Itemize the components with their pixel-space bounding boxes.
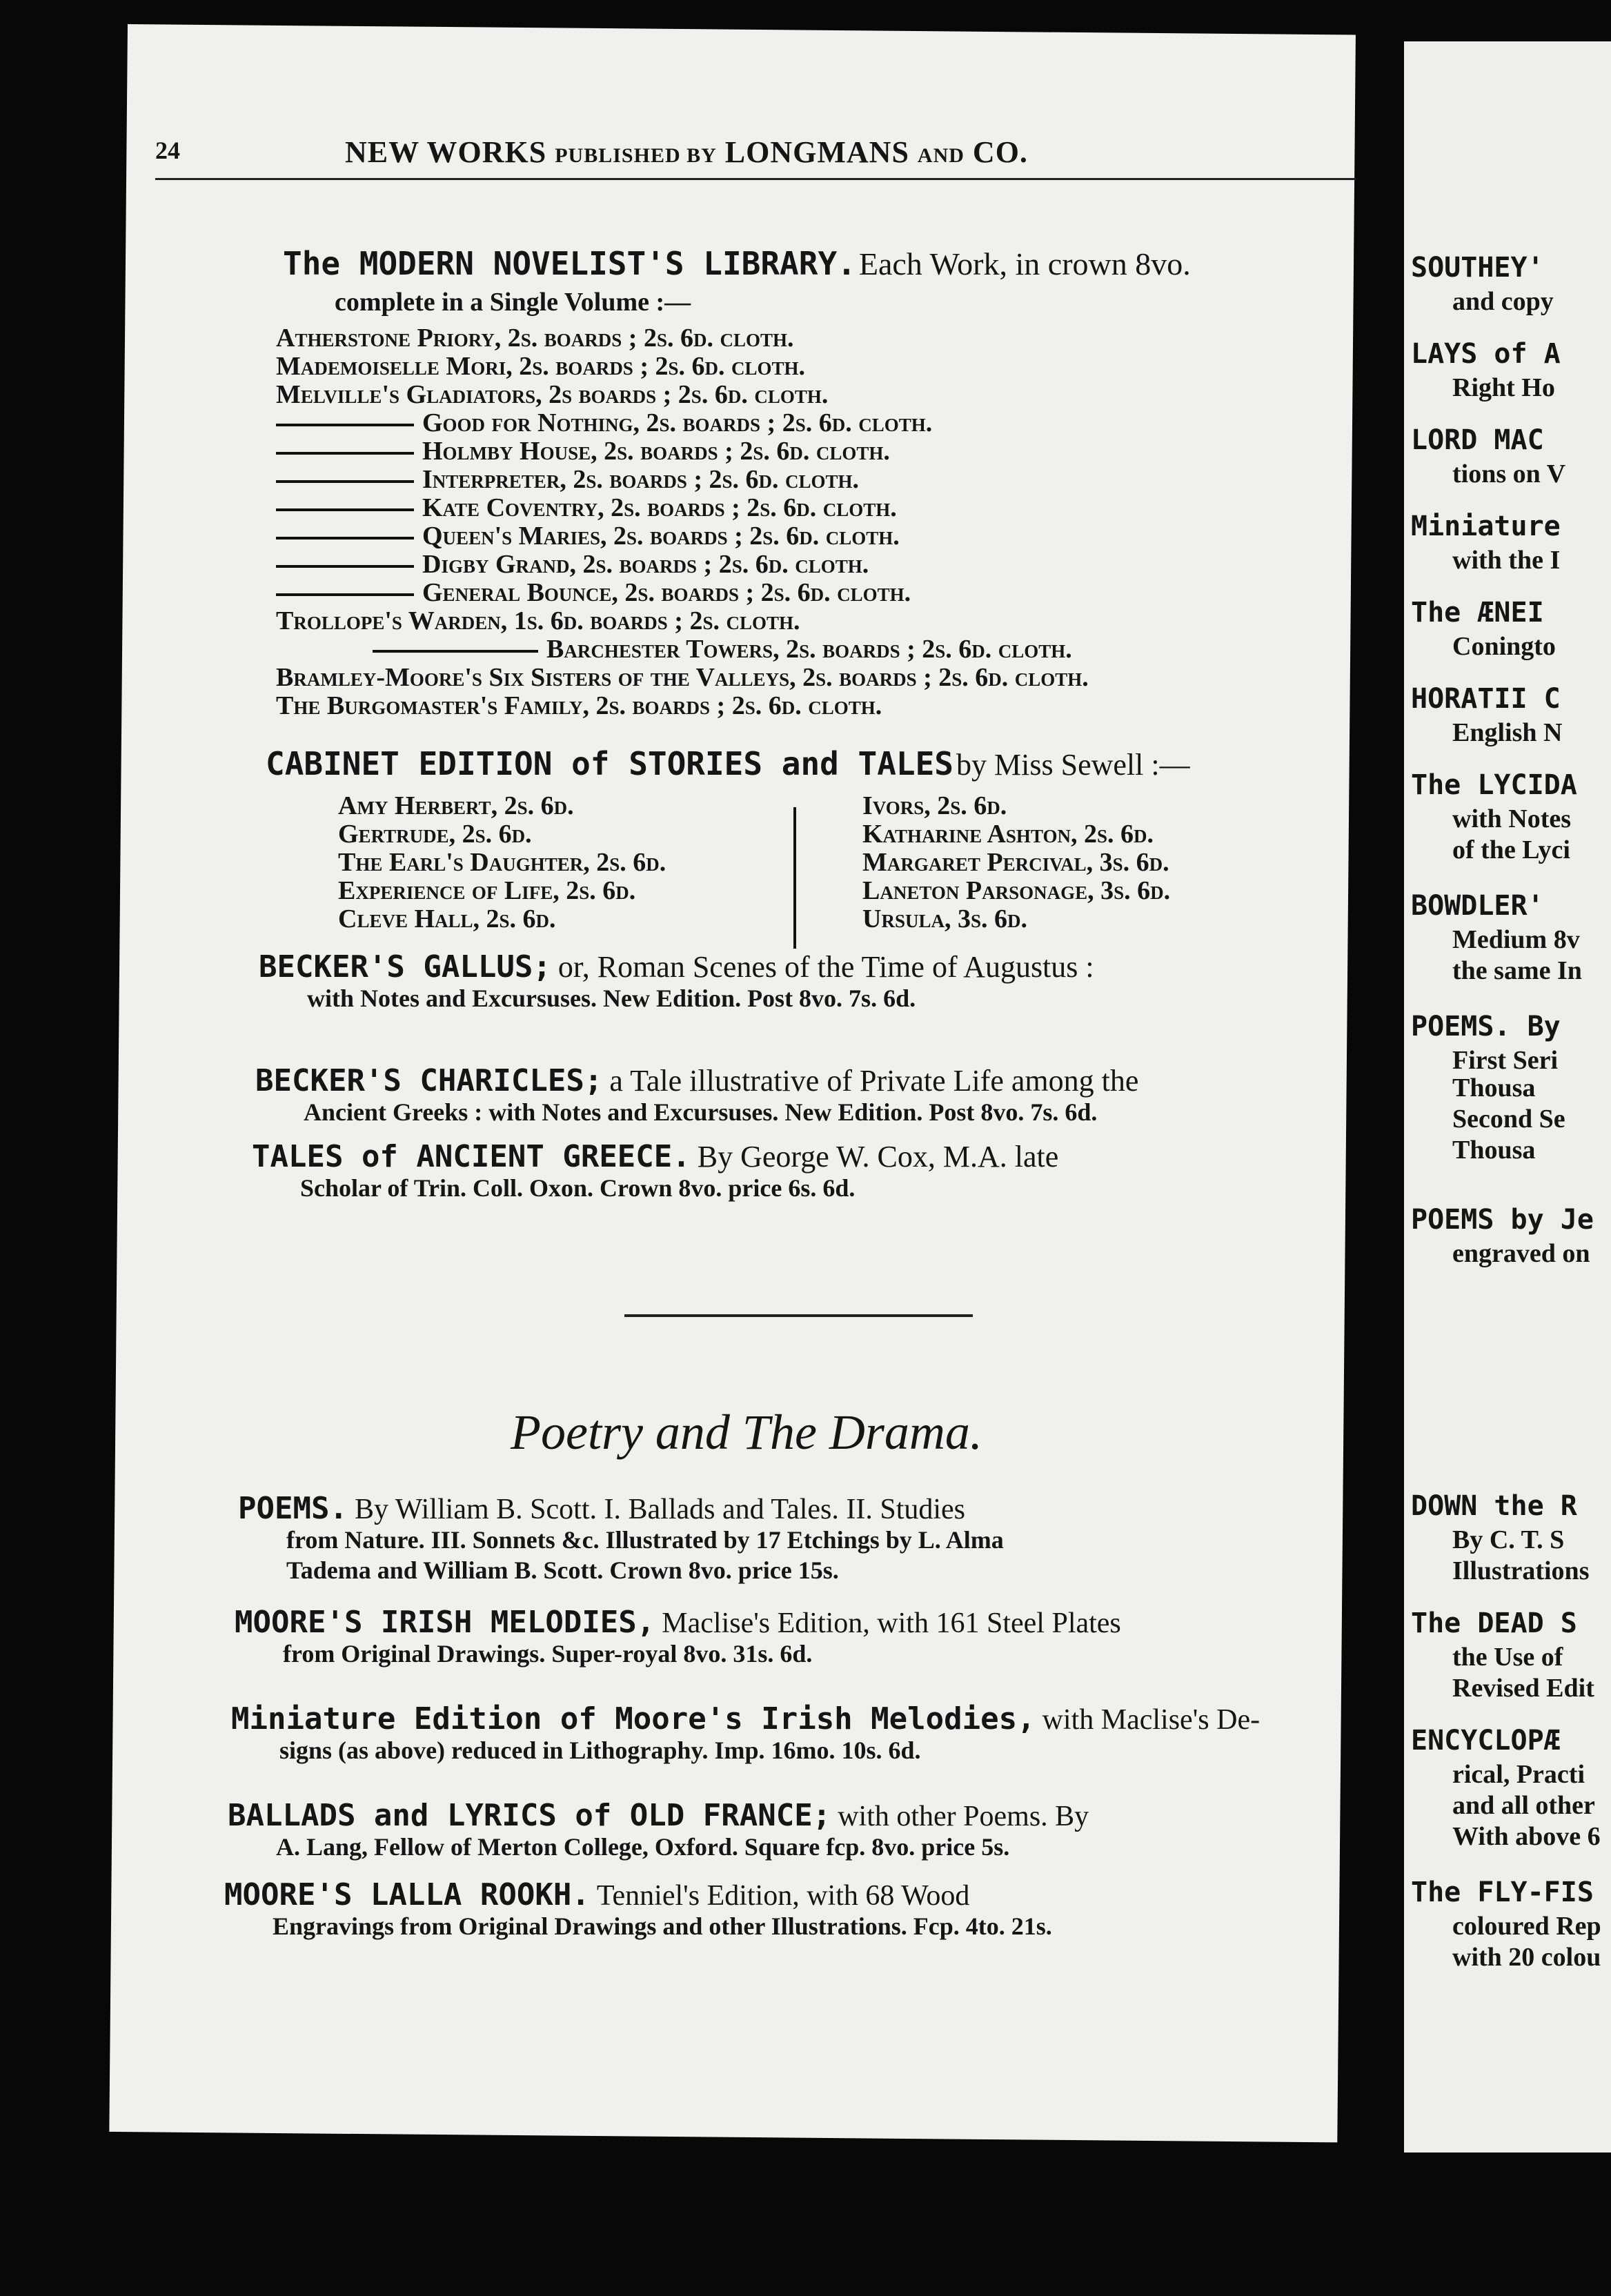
ditto-dash [276, 565, 414, 568]
right-page-line: engraved on [1452, 1239, 1590, 1268]
right-page-line: coloured Rep [1452, 1912, 1601, 1941]
right-page-line: By C. T. S [1452, 1525, 1565, 1554]
right-page-line: Miniature [1411, 511, 1561, 542]
novelist-item [276, 551, 869, 579]
right-page-line: LORD MAC [1411, 424, 1544, 456]
entry-title: MOORE'S LALLA ROOKH. [224, 1877, 590, 1912]
entry-text: a Tale illustrative of Private Life among the [609, 1064, 1139, 1098]
right-page-line: BOWDLER' [1411, 890, 1544, 922]
ditto-dash [276, 537, 414, 540]
novelist-item [276, 437, 890, 466]
novelist-item-text: Trollope's Warden, 1s. 6d. boards ; 2s. cloth. [276, 606, 800, 635]
novelist-item [276, 324, 794, 353]
poetry-entry [228, 1798, 1290, 1862]
cabinet-item: Amy Herbert, 2s. 6d. [338, 791, 574, 820]
novelist-item [276, 522, 900, 551]
novelist-item-text: Melville's Gladiators, 2s boards ; 2s. 6d. cloth. [276, 380, 829, 409]
cabinet-item: Experience of Life, 2s. 6d. [338, 876, 636, 905]
ditto-dash [276, 480, 414, 483]
entry-title: BECKER'S CHARICLES; [255, 1063, 603, 1098]
entry-text: Tadema and William B. Scott. Crown 8vo. price 15s. [286, 1556, 839, 1584]
right-page-line: HORATII C [1411, 683, 1561, 715]
right-page-line: Medium 8v [1452, 925, 1580, 954]
entry-text: By William B. Scott. I. Ballads and Tales. II. Studies [354, 1494, 966, 1525]
section-title: Poetry and The Drama. [511, 1405, 982, 1460]
section-rule [624, 1314, 973, 1317]
right-page-line: LAYS of A [1411, 338, 1561, 370]
right-page-line: Illustrations [1452, 1556, 1590, 1585]
entry-text: with Maclise's De- [1042, 1704, 1261, 1736]
ditto-dash [276, 593, 414, 596]
running-header [155, 128, 1356, 169]
right-page-line: The LYCIDA [1411, 769, 1577, 801]
entry-line [231, 1701, 1294, 1736]
entry-title: BALLADS and LYRICS of OLD FRANCE; [228, 1798, 831, 1833]
header-title: NEW WORKS PUBLISHED BY LONGMANS AND CO. [345, 135, 1028, 169]
right-page-line: Revised Edit [1452, 1674, 1594, 1703]
cabinet-item: Gertrude, 2s. 6d. [338, 820, 532, 849]
novelist-item [276, 494, 897, 522]
page-number: 24 [155, 137, 180, 164]
novelist-item-text: Barchester Towers, 2s. boards ; 2s. 6d. cloth. [546, 635, 1072, 664]
novelist-item-text: Atherstone Priory, 2s. boards ; 2s. 6d. cloth. [276, 324, 794, 353]
column-divider [793, 807, 796, 949]
right-page-line: and all other [1452, 1791, 1595, 1820]
cabinet-item: Cleve Hall, 2s. 6d. [338, 904, 556, 933]
entry-line [224, 1877, 1287, 1912]
novelist-item [276, 607, 800, 635]
entry-title: POEMS. [238, 1491, 348, 1526]
entry-line [228, 1798, 1290, 1833]
entry-text: Scholar of Trin. Coll. Oxon. Crown 8vo. price 6s. 6d. [300, 1174, 856, 1202]
entry-text: Engravings from Original Drawings and other Illustrations. Fcp. 4to. 21s. [273, 1912, 1052, 1940]
poetry-entry [235, 1607, 1297, 1669]
novelist-item [276, 579, 911, 607]
novelist-item [276, 353, 805, 381]
right-page-line: POEMS. By [1411, 1011, 1561, 1042]
entry-title: MOORE'S IRISH MELODIES, [235, 1605, 655, 1640]
right-page-line: The FLY-FIS [1411, 1877, 1594, 1908]
right-page-line: First Seri [1452, 1046, 1559, 1075]
entry-text: or, Roman Scenes of the Time of Augustus : [557, 950, 1094, 984]
novelist-item-text: The Burgomaster's Family, 2s. boards ; 2s. 6d. cloth. [276, 691, 882, 720]
entry-line [238, 1491, 1301, 1526]
novelist-item-text: Digby Grand, 2s. boards ; 2s. 6d. cloth. [422, 550, 869, 579]
right-page-line: The ÆNEI [1411, 597, 1544, 629]
entry-text: Maclise's Edition, with 161 Steel Plates [662, 1607, 1121, 1639]
right-page-line: Thousa [1452, 1073, 1536, 1102]
novelist-item-text: Good for Nothing, 2s. boards ; 2s. 6d. cloth. [422, 408, 933, 437]
cabinet-item: Ivors, 2s. 6d. [862, 791, 1007, 820]
novelist-item-text: Mademoiselle Mori, 2s. boards ; 2s. 6d. cloth. [276, 352, 806, 381]
novelist-item [276, 466, 859, 494]
novelist-item [276, 635, 1072, 664]
book-entry [255, 1063, 1318, 1127]
novelist-item [276, 409, 932, 437]
right-page-line: of the Lyci [1452, 835, 1570, 864]
cabinet-heading: CABINET EDITION of STORIES and TALES by Miss Sewell :— [266, 745, 1190, 782]
right-page-line: English N [1452, 718, 1563, 747]
ditto-dash [276, 508, 414, 511]
novelist-item [276, 664, 1089, 692]
right-page-line: SOUTHEY' [1411, 252, 1544, 284]
entry-line [259, 949, 1321, 984]
right-page-line: Coningto [1452, 632, 1556, 661]
entry-text: from Original Drawings. Super-royal 8vo. 31s. 6d. [283, 1640, 813, 1667]
right-page-line: POEMS by Je [1411, 1204, 1594, 1236]
ditto-dash [276, 452, 414, 455]
entry-title: TALES of ANCIENT GREECE. [252, 1139, 691, 1174]
novelist-item-text: Interpreter, 2s. boards ; 2s. 6d. cloth. [422, 465, 860, 494]
cabinet-item: The Earl's Daughter, 2s. 6d. [338, 848, 666, 877]
right-page-line: DOWN the R [1411, 1490, 1577, 1522]
novelist-subtitle: complete in a Single Volume :— [335, 288, 691, 317]
entry-title: BECKER'S GALLUS; [259, 949, 551, 984]
header-rule [155, 178, 1356, 180]
novelist-item-text: Queen's Maries, 2s. boards ; 2s. 6d. cloth. [422, 522, 900, 551]
entry-text: Tenniel's Edition, with 68 Wood [596, 1880, 970, 1912]
entry-line [235, 1607, 1297, 1639]
right-page-line: tions on V [1452, 459, 1566, 488]
right-page-line: Right Ho [1452, 373, 1555, 402]
ditto-dash [373, 650, 538, 653]
right-page-line: with the I [1452, 546, 1561, 575]
cabinet-item: Margaret Percival, 3s. 6d. [862, 848, 1169, 877]
poetry-entry [231, 1701, 1294, 1765]
novelist-item [276, 692, 882, 720]
novelist-item-text: Holmby House, 2s. boards ; 2s. 6d. cloth. [422, 437, 890, 466]
right-page-line: and copy [1452, 287, 1554, 316]
right-page-line: the Use of [1452, 1643, 1563, 1672]
novelist-heading: The MODERN NOVELIST'S LIBRARY. Each Work, in crown 8vo. [283, 245, 1191, 282]
right-page-line: With above 6 [1452, 1822, 1601, 1851]
right-page-line: Thousa [1452, 1136, 1536, 1165]
cabinet-item: Katharine Ashton, 2s. 6d. [862, 820, 1154, 849]
novelist-item [276, 381, 828, 409]
book-entry [252, 1139, 1314, 1203]
novelist-item-text: Bramley-Moore's Six Sisters of the Valleys, 2s. boards ; 2s. 6d. cloth. [276, 663, 1089, 692]
entry-title: Miniature Edition of Moore's Irish Melodies, [231, 1701, 1036, 1736]
entry-line [252, 1139, 1314, 1174]
entry-text: A. Lang, Fellow of Merton College, Oxford. Square fcp. 8vo. price 5s. [276, 1833, 1010, 1861]
book-entry [259, 949, 1321, 1013]
right-page-line: The DEAD S [1411, 1607, 1577, 1639]
novelist-item-text: General Bounce, 2s. boards ; 2s. 6d. cloth. [422, 578, 911, 607]
right-page-line: the same In [1452, 956, 1582, 985]
entry-text: with other Poems. By [838, 1801, 1089, 1832]
right-page-line: ENCYCLOPÆ [1411, 1725, 1561, 1756]
entry-text: signs (as above) reduced in Lithography. Imp. 16mo. 10s. 6d. [279, 1736, 921, 1764]
right-page-fragment [1404, 41, 1611, 2152]
novelist-item-text: Kate Coventry, 2s. boards ; 2s. 6d. cloth. [422, 493, 897, 522]
right-page-line: with Notes [1452, 804, 1572, 833]
poetry-entry [238, 1491, 1301, 1585]
ditto-dash [276, 424, 414, 426]
right-page-line: rical, Practi [1452, 1760, 1585, 1789]
cabinet-item: Laneton Parsonage, 3s. 6d. [862, 876, 1171, 905]
right-page-line: with 20 colou [1452, 1943, 1601, 1972]
right-page-line: Second Se [1452, 1105, 1565, 1134]
cabinet-item: Ursula, 3s. 6d. [862, 904, 1027, 933]
entry-text: By George W. Cox, M.A. late [697, 1140, 1059, 1174]
entry-text: from Nature. III. Sonnets &c. Illustrated by 17 Etchings by L. Alma [286, 1526, 1004, 1554]
entry-text: Ancient Greeks : with Notes and Excursuses. New Edition. Post 8vo. 7s. 6d. [304, 1098, 1098, 1126]
entry-line [255, 1063, 1318, 1098]
entry-text: with Notes and Excursuses. New Edition. Post 8vo. 7s. 6d. [307, 984, 916, 1012]
poetry-entry [224, 1877, 1287, 1941]
